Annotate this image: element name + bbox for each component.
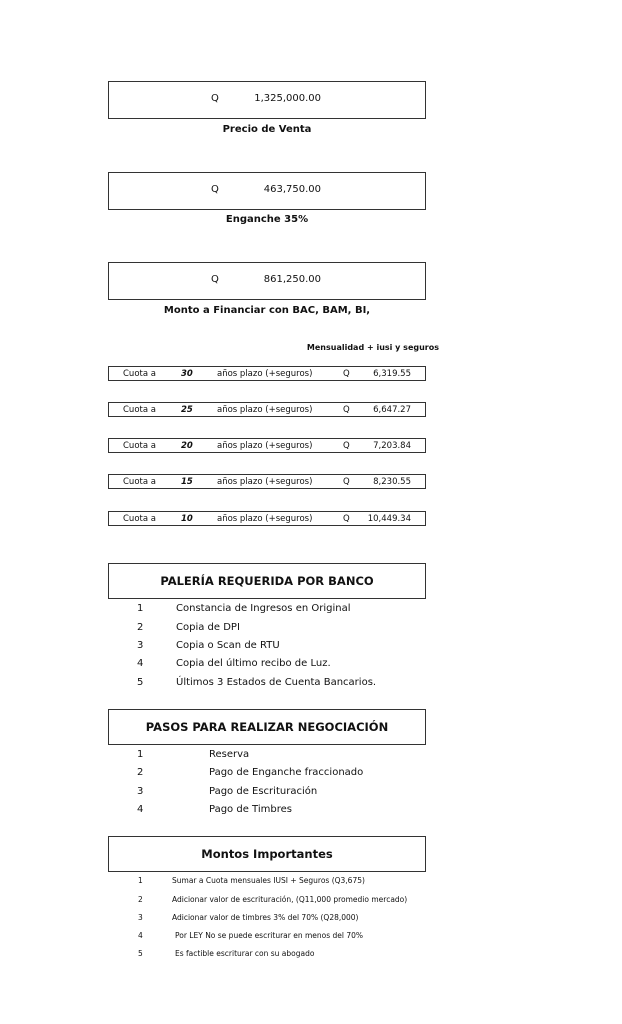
cuota-currency: Q bbox=[343, 405, 350, 415]
enganche-currency: Q bbox=[211, 184, 219, 195]
pasos-item-text: Pago de Enganche fraccionado bbox=[209, 767, 364, 778]
paleria-item-num: 1 bbox=[137, 603, 144, 614]
paleria-item-text: Últimos 3 Estados de Cuenta Bancarios. bbox=[176, 677, 377, 688]
cuota-years: 10 bbox=[181, 514, 193, 524]
cuota-row bbox=[108, 511, 426, 526]
cuota-amount: 10,449.34 bbox=[367, 514, 411, 524]
cuota-label: Cuota a bbox=[123, 477, 156, 487]
cuota-currency: Q bbox=[343, 477, 350, 487]
paleria-item-text: Copia o Scan de RTU bbox=[176, 640, 280, 651]
cuota-years: 15 bbox=[181, 477, 193, 487]
pasos-item-text: Pago de Escrituración bbox=[209, 786, 318, 797]
cuota-label: Cuota a bbox=[123, 405, 156, 415]
cuota-label: Cuota a bbox=[123, 514, 156, 524]
precio-box bbox=[108, 81, 426, 119]
montos-item-num: 2 bbox=[138, 895, 143, 904]
montos-item-text: Es factible escriturar con su abogado bbox=[175, 949, 315, 958]
pasos-item-num: 2 bbox=[137, 767, 144, 778]
paleria-item-num: 5 bbox=[137, 677, 144, 688]
mensualidad-caption: Mensualidad + iusi y seguros bbox=[306, 343, 439, 352]
paleria-header: PALERÍA REQUERIDA POR BANCO bbox=[108, 563, 426, 599]
cuota-plazo: años plazo (+seguros) bbox=[217, 477, 313, 487]
cuota-amount: 8,230.55 bbox=[373, 477, 411, 487]
financiar-box bbox=[108, 262, 426, 300]
cuota-currency: Q bbox=[343, 514, 350, 524]
montos-item-text: Adicionar valor de escrituración, (Q11,000 promedio mercado) bbox=[172, 895, 408, 904]
pasos-header: PASOS PARA REALIZAR NEGOCIACIÓN bbox=[108, 709, 426, 745]
pasos-item-text: Pago de Timbres bbox=[209, 804, 292, 815]
montos-header: Montos Importantes bbox=[108, 836, 426, 872]
cuota-plazo: años plazo (+seguros) bbox=[217, 514, 313, 524]
enganche-box bbox=[108, 172, 426, 210]
paleria-item-num: 2 bbox=[137, 622, 144, 633]
cuota-amount: 6,319.55 bbox=[373, 369, 411, 379]
cuota-row bbox=[108, 474, 426, 489]
precio-currency: Q bbox=[211, 93, 219, 104]
montos-item-text: Sumar a Cuota mensuales IUSI + Seguros (Q3,675) bbox=[172, 876, 365, 885]
montos-item-text: Adicionar valor de timbres 3% del 70% (Q28,000) bbox=[172, 913, 359, 922]
montos-item-num: 3 bbox=[138, 913, 143, 922]
enganche-caption: Enganche 35% bbox=[225, 214, 309, 225]
pasos-item-text: Reserva bbox=[209, 749, 250, 760]
financiar-caption: Monto a Financiar con BAC, BAM, BI, bbox=[163, 305, 371, 316]
cuota-years: 20 bbox=[181, 441, 193, 451]
montos-item-num: 1 bbox=[138, 876, 143, 885]
cuota-label: Cuota a bbox=[123, 369, 156, 379]
cuota-label: Cuota a bbox=[123, 441, 156, 451]
cuota-row bbox=[108, 402, 426, 417]
cuota-amount: 6,647.27 bbox=[373, 405, 411, 415]
pasos-item-num: 3 bbox=[137, 786, 144, 797]
precio-value: 1,325,000.00 bbox=[254, 93, 321, 104]
paleria-item-num: 4 bbox=[137, 658, 144, 669]
cuota-plazo: años plazo (+seguros) bbox=[217, 405, 313, 415]
cuota-years: 25 bbox=[181, 405, 193, 415]
cuota-row bbox=[108, 438, 426, 453]
paleria-item-text: Constancia de Ingresos en Original bbox=[176, 603, 351, 614]
pasos-item-num: 4 bbox=[137, 804, 144, 815]
cuota-currency: Q bbox=[343, 441, 350, 451]
paleria-item-text: Copia del último recibo de Luz. bbox=[176, 658, 331, 669]
montos-item-num: 5 bbox=[138, 949, 143, 958]
financiar-value: 861,250.00 bbox=[263, 274, 321, 285]
cuota-currency: Q bbox=[343, 369, 350, 379]
cuota-years: 30 bbox=[181, 369, 193, 379]
montos-item-text: Por LEY No se puede escriturar en menos del 70% bbox=[175, 931, 364, 940]
cuota-plazo: años plazo (+seguros) bbox=[217, 369, 313, 379]
cuota-row bbox=[108, 366, 426, 381]
financiar-currency: Q bbox=[211, 274, 219, 285]
enganche-value: 463,750.00 bbox=[263, 184, 321, 195]
precio-caption: Precio de Venta bbox=[222, 124, 312, 135]
pasos-item-num: 1 bbox=[137, 749, 144, 760]
cuota-amount: 7,203.84 bbox=[373, 441, 411, 451]
montos-item-num: 4 bbox=[138, 931, 143, 940]
paleria-item-num: 3 bbox=[137, 640, 144, 651]
cuota-plazo: años plazo (+seguros) bbox=[217, 441, 313, 451]
paleria-item-text: Copia de DPI bbox=[176, 622, 240, 633]
